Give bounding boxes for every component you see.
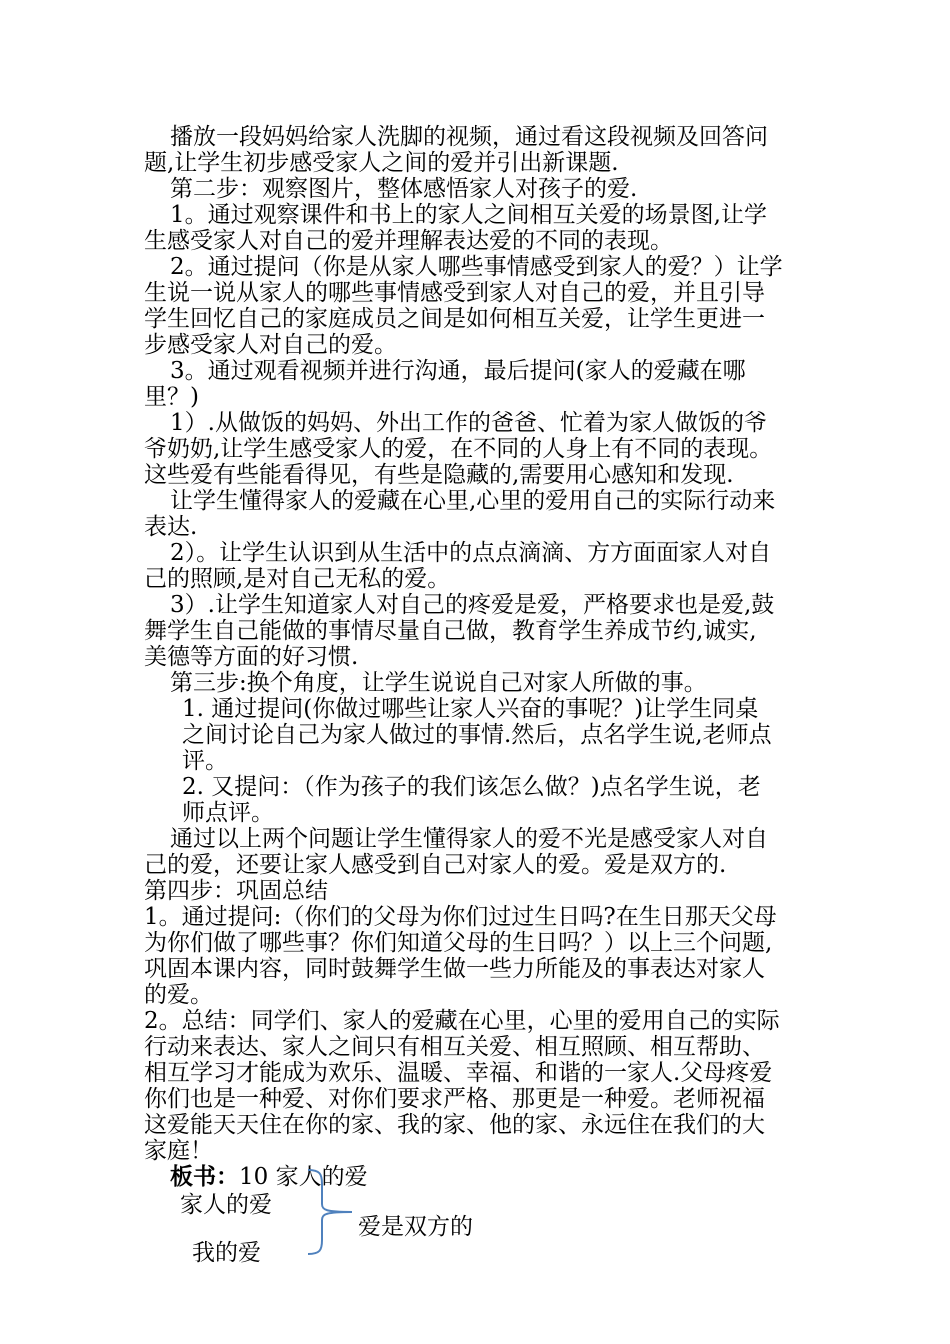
text-line: 爷奶奶,让学生感受家人的爱，在不同的人身上有不同的表现。 [144, 436, 773, 462]
right-brace-icon [306, 1168, 354, 1256]
text-line: 师点评。 [182, 800, 274, 826]
text-line: 2）。让学生认识到从生活中的点点滴滴、方方面面家人对自 [170, 540, 772, 566]
text-line: 3）.让学生知道家人对自己的疼爱是爱，严格要求也是爱,鼓 [170, 592, 775, 618]
board-subtitle: 家人的爱 [180, 1192, 272, 1218]
text-line: 己的爱，还要让家人感受到自己对家人的爱。爱是双方的. [144, 852, 727, 878]
text-line: 这爱能天天住在你的家、我的家、他的家、永远住在我们的大 [144, 1112, 765, 1138]
text-line: 1. 通过提问(你做过哪些让家人兴奋的事呢？)让学生同桌 [182, 696, 759, 722]
text-line: 之间讨论自己为家人做过的事情.然后，点名学生说,老师点 [182, 722, 772, 748]
text-line: 1）.从做饭的妈妈、外出工作的爸爸、忙着为家人做饭的爷 [170, 410, 767, 436]
text-line: 生感受家人对自己的爱并理解表达爱的不同的表现。 [144, 228, 673, 254]
text-line: 行动来表达、家人之间只有相互关爱、相互照顾、相互帮助、 [144, 1034, 765, 1060]
text-line: 为你们做了哪些事？你们知道父母的生日吗？）以上三个问题, [144, 930, 773, 956]
section-heading: 第四步：巩固总结 [144, 878, 328, 904]
text-line: 2. 又提问：（作为孩子的我们该怎么做？)点名学生说，老 [182, 774, 761, 800]
text-line: 3。通过观看视频并进行沟通，最后提问(家人的爱藏在哪 [170, 358, 746, 384]
text-line: 题,让学生初步感受家人之间的爱并引出新课题. [144, 150, 619, 176]
board-left-item: 我的爱 [192, 1240, 261, 1266]
text-line: 学生回忆自己的家庭成员之间是如何相互关爱，让学生更进一 [144, 306, 765, 332]
text-line: 2。总结：同学们、家人的爱藏在心里，心里的爱用自己的实际 [144, 1008, 780, 1034]
text-line: 家庭！ [144, 1138, 213, 1164]
text-line: 让学生懂得家人的爱藏在心里,心里的爱用自己的实际行动来 [170, 488, 776, 514]
text-line: 1。通过观察课件和书上的家人之间相互关爱的场景图,让学 [170, 202, 767, 228]
board-label: 板书： [170, 1163, 239, 1190]
text-line: 舞学生自己能做的事情尽量自己做，教育学生养成节约,诚实, [144, 618, 757, 644]
text-line: 2。通过提问（你是从家人哪些事情感受到家人的爱？）让学 [170, 254, 783, 280]
text-line: 生说一说从家人的哪些事情感受到家人对自己的爱，并且引导 [144, 280, 765, 306]
text-line: 的爱。 [144, 982, 213, 1008]
text-line: 里？) [144, 384, 199, 410]
text-line: 表达. [144, 514, 198, 540]
text-line: 美德等方面的好习惯. [144, 644, 359, 670]
text-line: 己的照顾,是对自己无私的爱。 [144, 566, 451, 592]
text-line: 评。 [182, 748, 228, 774]
section-heading: 第二步：观察图片，整体感悟家人对孩子的爱. [170, 176, 638, 202]
text-line: 1。通过提问:（你们的父母为你们过过生日吗?在生日那天父母 [144, 904, 777, 930]
text-line: 通过以上两个问题让学生懂得家人的爱不光是感受家人对自 [170, 826, 768, 852]
text-line: 步感受家人对自己的爱。 [144, 332, 397, 358]
text-line: 相互学习才能成为欢乐、温暖、幸福、和谐的一家人.父母疼爱 [144, 1060, 773, 1086]
text-line: 播放一段妈妈给家人洗脚的视频，通过看这段视频及回答问 [170, 124, 768, 150]
text-line: 巩固本课内容，同时鼓舞学生做一些力所能及的事表达对家人 [144, 956, 765, 982]
section-heading: 第三步:换个角度，让学生说说自己对家人所做的事。 [170, 670, 707, 696]
text-line: 这些爱有些能看得见，有些是隐藏的,需要用心感知和发现. [144, 462, 734, 488]
text-line: 你们也是一种爱、对你们要求严格、那更是一种爱。老师祝福 [144, 1086, 765, 1112]
board-title: 10 家人的爱 [239, 1164, 368, 1190]
board-right-item: 爱是双方的 [358, 1214, 473, 1240]
